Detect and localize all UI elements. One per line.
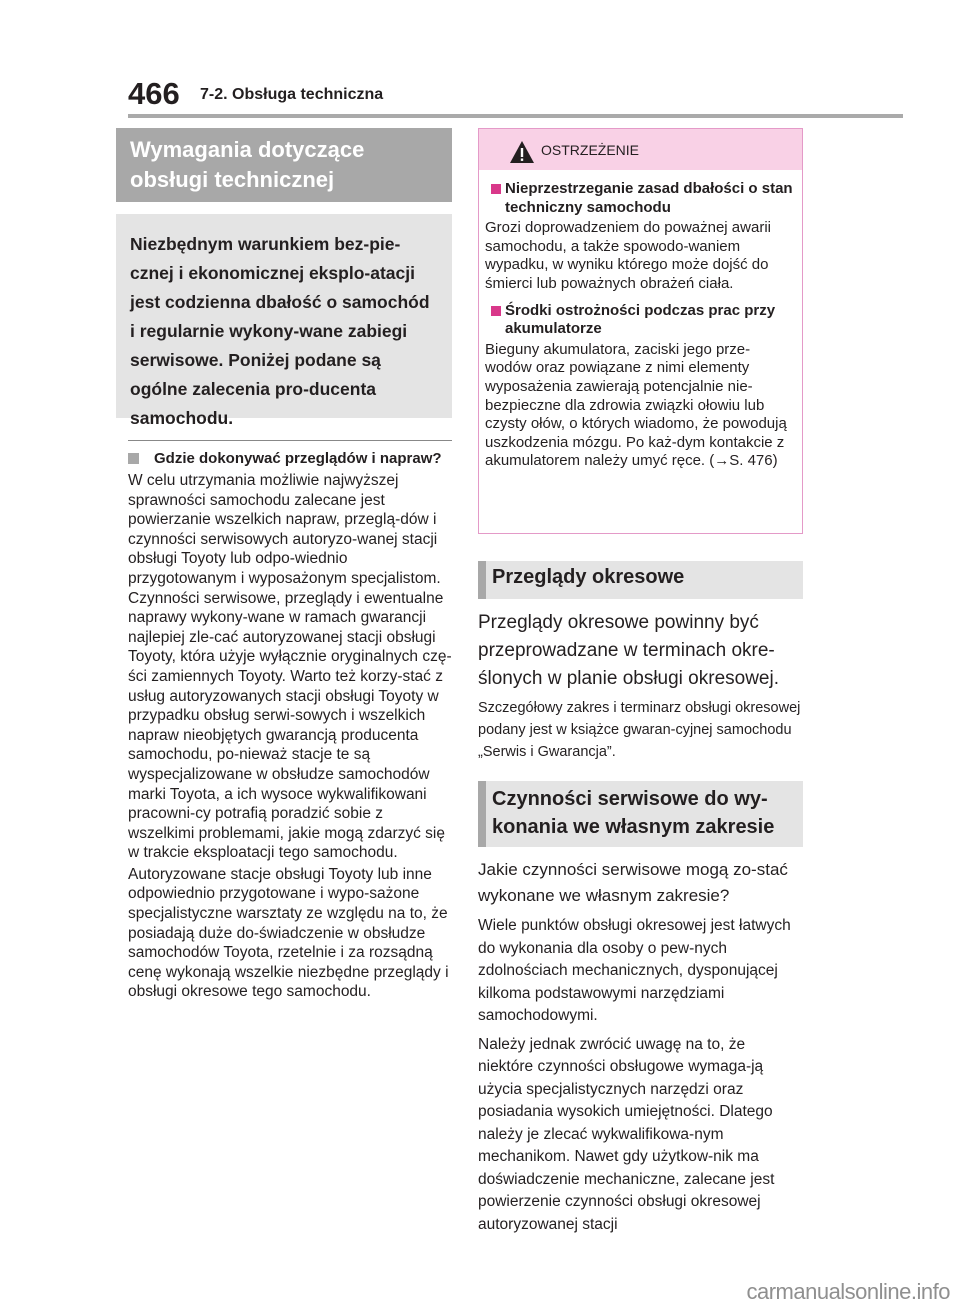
left-column [116, 128, 452, 1004]
lead-text: Przeglądy okresowe powinny być przeprowadzane w terminach okre-ślonych w planie obsługi okresowej. [478, 612, 779, 689]
square-bullet-icon [491, 306, 501, 316]
square-bullet-icon [491, 184, 501, 194]
paragraph: W celu utrzymania możliwie najwyższej sprawności samochodu zalecane jest powierzanie wszelkich napraw, przeglą-dów i czynności serwisowych autoryzo-wanej stacji obsługi Toyoty lub odpo-wiednio przygotowanym i wyposażonym specjalistom. Czynności serwisowe, przeglądy i ewentualne naprawy wykony-wane w ramach gwarancji najlepiej zle-cać autoryzowanej stacji obsługi Toyoty, która użyje wyłącznie oryginalnych czę-ści zamiennych Toyoty. Warto też korzy-stać z usług autoryzowanych stacji obsługi Toyoty w przypadku obsług serwi-sowych i wszelkich napraw nieobjętych gwarancją producenta samochodu, po-nieważ stacje te są wyspecjalizowane w obsłudze samochodów marki Toyota, a ich wysoce wykwalifikowani pracowni-cy potrafią poradzić sobie z wszelkimi problemami, jakie mogą zdarzyć się w trakcie eksploatacji tego samochodu. [128, 472, 452, 862]
paragraph: Należy jednak zwrócić uwagę na to, że niektóre czynności obsługowe wymaga-ją użycia specjalistycznych narzędzi oraz posiadania wysokich umiejętności. Dlatego należy je zlecać wykwalifikowa-nym mechanikom. Nawet gdy użytkow-nik ma doświadczenie mechaniczne, zalecane jest powierzenie czynności obsługi okresowej autoryzowanej stacji [478, 1035, 775, 1233]
warning-subheading-text: Środki ostrożności podczas prac przy akumulatorze [505, 301, 776, 338]
section-band-periodic: Przeglądy okresowe [478, 561, 803, 599]
body-text [478, 915, 803, 1236]
page-number: 466 [128, 76, 180, 111]
square-bullet-icon [128, 453, 139, 464]
warning-text: Grozi doprowadzeniem do poważnej awarii samochodu, a także spowodo-waniem wypadku, w wyniku którego może dojść do śmierci lub poważnych obrażeń ciała. [485, 219, 771, 292]
paragraph: Autoryzowane stacje obsługi Toyoty lub inne odpowiednio przygotowane i wypo-sażone specjalistyczne warsztaty ze względu na to, że posiadają duże do-świadczenie w obsłudze samochodów Toyota, rzetelnie i za rozsądną cenę wykonają wszelkie niezbędne przeglądy i obsługi okresowe tego samochodu. [128, 865, 449, 1001]
header-rule [128, 114, 903, 118]
subheading-text: Gdzie dokonywać przeglądów i napraw? [154, 450, 442, 467]
warning-body [479, 170, 802, 471]
warning-triangle-icon [509, 140, 535, 164]
warning-subheading-text: Nieprzestrzeganie zasad dbałości o stan techniczny samochodu [505, 180, 793, 216]
warning-text: Bieguny akumulatora, zaciski jego prze-wodów oraz powiązane z nimi elementy wyposażenia zawierają potencjalnie nie-bezpieczne dla zdrowia związki ołowiu lub czysty ołów, o których wiadomo, że powodują uszkodzenia mózgu. Po każ-dym kontakcie z akumulatorem należy umyć ręce. (→S. 476) [485, 340, 787, 470]
warning-title: OSTRZEŻENIE [541, 142, 640, 158]
intro-box: Niezbędnym warunkiem bez-piecznej i ekonomicznej eksplo-atacji jest codzienna dbałość o samochód i regularnie wykony-wane zabiegi serwisowe. Poniżej podane są ogólne zalecenia pro-ducenta samochodu. [116, 214, 452, 418]
small-text: Szczegółowy zakres i terminarz obsługi okresowej podany jest w książce gwaran-cyjnej samochodu „Serwis i Gwarancja”. [478, 700, 801, 760]
body-text [128, 471, 452, 1002]
warning-subheading [485, 180, 796, 217]
section-band-diy: Czynności serwisowe do wy-konania we własnym zakresie [478, 781, 803, 847]
warning-box [478, 128, 803, 534]
chapter-title: Wymagania dotyczące obsługi technicznej [116, 128, 452, 202]
lead-text: Jakie czynności serwisowe mogą zo-stać wykonane we własnym zakresie? [478, 860, 788, 905]
right-column [478, 128, 803, 1242]
divider [128, 440, 452, 441]
paragraph: Wiele punktów obsługi okresowej jest łatwych do wykonania dla osoby o pew-nych zdolnościach mechanicznych, dysponującej kilkoma podstawowymi narzędziami samochodowymi. [478, 917, 791, 1024]
section-title: 7-2. Obsługa techniczna [200, 86, 384, 103]
warning-header [479, 129, 802, 170]
watermark: carmanualsonline.info [746, 1279, 950, 1304]
warning-subheading [485, 302, 796, 339]
subheading-where [128, 449, 452, 468]
